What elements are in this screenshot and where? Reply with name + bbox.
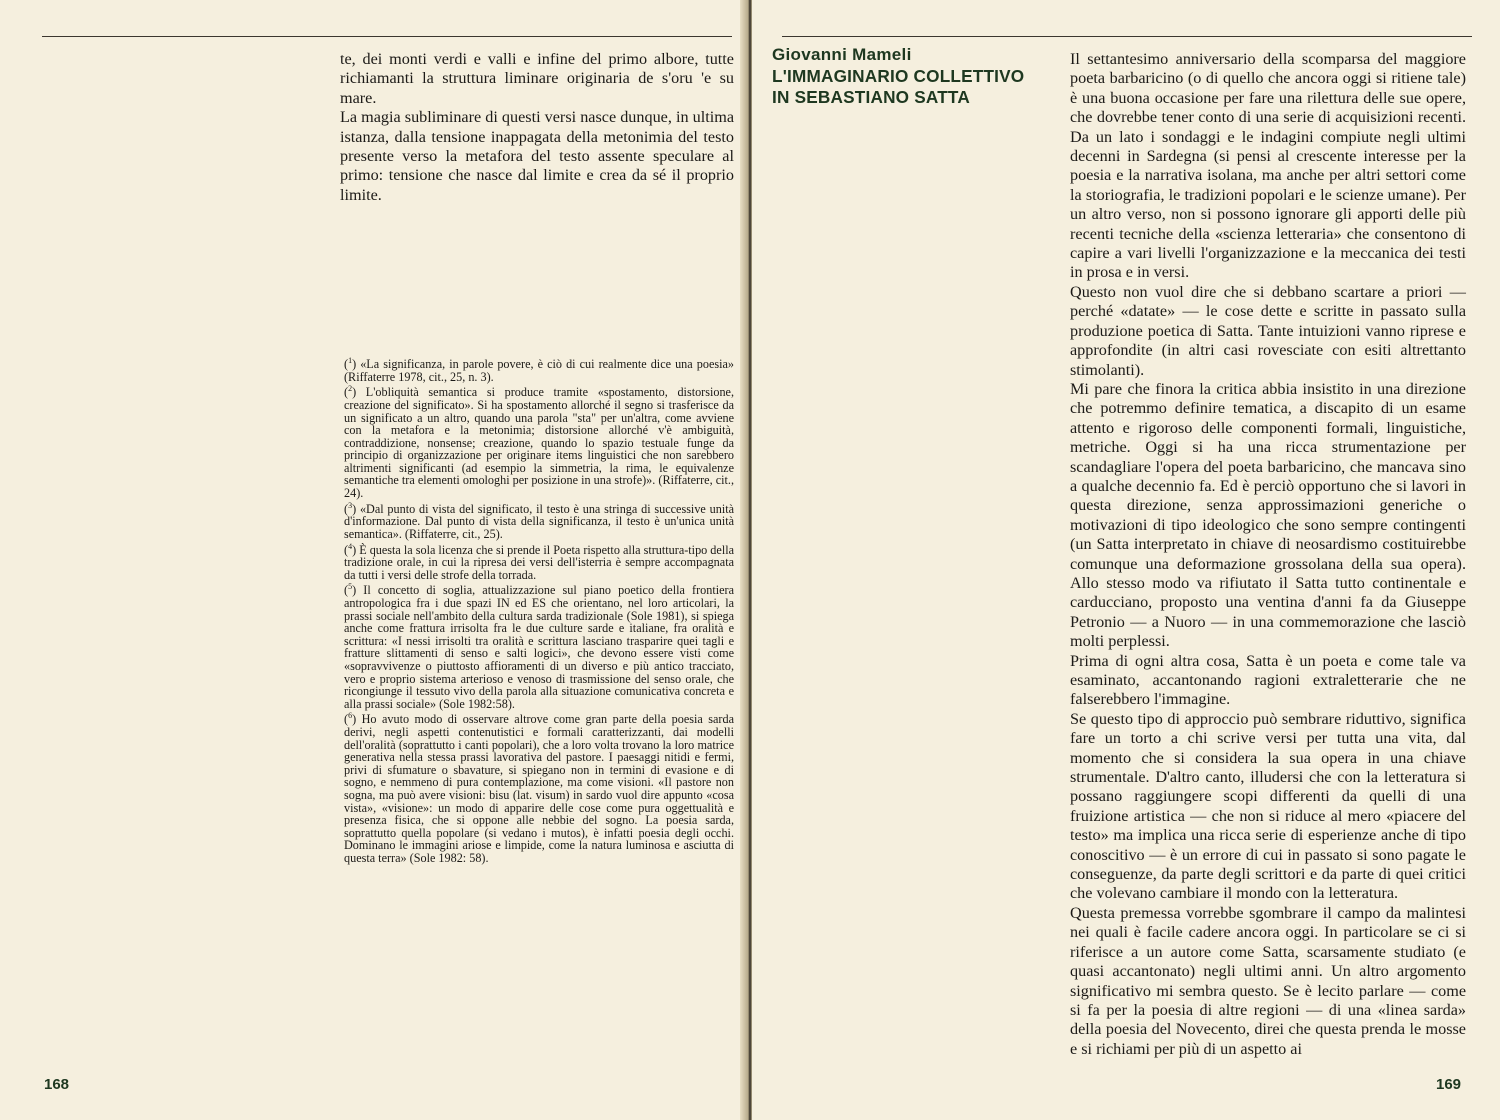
paragraph: Se questo tipo di approccio può sembrare riduttivo, significa fare un torto a chi scrive versi per tutta una vita, dal momento che si considera la sua opera in una chiave strumentale. D'altro canto, illudersi che con la letteratura si possano raggiungere scopi differenti da quelli di una fruizione artistica — che non si riduce al mero «piacere del testo» ma implica una ricca serie di esperienze anche di tipo conoscitivo — è un errore di cui in passato si sono pagate le conseguenze, da parte degli scrittori e da parte di quei critici che volevano cambiare il mondo con la letteratura.: [1070, 709, 1466, 903]
footnote: ($^1$) «La significanza, in parole povere, è ciò di cui realmente dice una poesia» (Riffaterre 1978, cit., 25, n. 3).: [344, 356, 734, 384]
paragraph: La magia subliminare di questi versi nasce dunque, in ultima istanza, dalla tensione inappagata della metonimia del testo presente verso la metafora del testo assente speculare al primo: tensione che nasce dal limite e crea da sé il proprio limite.: [340, 108, 734, 204]
left-body-text: [340, 50, 734, 205]
paragraph: Mi pare che finora la critica abbia insistito in una direzione che potremmo definire tematica, a discapito di un esame attento e rigoroso delle componenti formali, linguistiche, metriche. Oggi si ha una ricca strumentazione per scandagliare l'opera del poeta barbaricino, che mancava sino a qualche decennio fa. Ed è perciò opportuno che si lavori in questa direzione, senza approssimazioni generiche o motivazioni di tipo ideologico che sono sempre contingenti (un Satta interpretato in chiave di neosardismo costituirebbe comunque una deformazione grossolana della sua opera). Allo stesso modo va rifiutato il Satta tutto continentale e carducciano, proposto una ventina d'anni fa da Giuseppe Petronio — a Nuoro — in una commemorazione che lasciò molti perplessi.: [1070, 379, 1466, 651]
author-name: Giovanni Mameli: [772, 45, 912, 64]
right-page: [752, 0, 1500, 1120]
footnote: ($^3$) «Dal punto di vista del significato, il testo è una stringa di successive unità d'informazione. Dal punto di vista della significanza, il testo è un'unica unità semantica». (Riffaterre, cit., 25).: [344, 500, 735, 541]
footnote: ($^6$) Ho avuto modo di osservare altrove come gran parte della poesia sarda derivi, negli aspetti contenutistici e formali caratterizzanti, dai modelli dell'oralità (soprattutto i canti popolari), che a loro volta trovano la loro matrice generativa nella stessa prassi lavorativa del pastore. I paesaggi nitidi e fermi, privi di sfumature o sbavature, si spiegano non in termini di evasione e di sogno, e nemmeno di pura contemplazione, ma come visioni. «Il pastore non sogna, ma può avere visioni: bisu (lat. visum) in sardo vuol dire appunto «cosa vista», «visione»: un modo di apparire delle cose come pura oggettualità e presenza fisica, che si oppone alle nebbie del sogno. La poesia sarda, soprattutto quella popolare (si vedano i mutos), è infatti poesia degli occhi. Dominano le immagini ariose e limpide, come la natura luminosa e asciutta di questa terra» (Sole 1982: 58).: [344, 711, 734, 865]
right-body-text: [1070, 50, 1466, 1059]
article-title-line: L'IMMAGINARIO COLLETTIVO: [772, 66, 1025, 86]
header-rule: [42, 36, 732, 37]
page-number: 169: [1436, 1076, 1462, 1093]
footnote: ($^5$) Il concetto di soglia, attualizzazione sul piano poetico della frontiera antropologica fra i due spazi IN ed ES che orientano, nel loro articolari, la prassi sociale nell'ambito della cultura sarda tradizionale (Sole 1981), si spiega anche come frattura irrisolta fra le due culture sarde e italiane, fra oralità e scrittura: «I nessi irrisolti tra oralità e scrittura lasciano trasparire quei tagli e fratture slittamenti di senso e salti logici», che devono essere visti come «sopravvivenze o piuttosto affioramenti di un diverso e più antico tracciato, vero e proprio sistema arterioso e venoso di trasmissione del senso orale, che ricongiunge il tessuto vivo della parola alla situazione comunicativa concreta e alla prassi sociale» (Sole 1982:58).: [344, 582, 734, 711]
paragraph: Prima di ogni altra cosa, Satta è un poeta e come tale va esaminato, accantonando ragioni extraletterarie che ne falserebbero l'immagine.: [1070, 651, 1466, 709]
page-number: 168: [44, 1076, 70, 1093]
footnote: ($^4$) È questa la sola licenza che si prende il Poeta rispetto alla struttura-tipo della tradizione orale, in cui la ripresa dei versi dell'isterria è sempre accompagnata da tutti i versi delle strofe della torrada.: [344, 541, 734, 582]
left-page: [0, 0, 748, 1120]
article-title-line: IN SEBASTIANO SATTA: [772, 87, 970, 107]
paragraph: Questa premessa vorrebbe sgombrare il campo da malintesi nei quali è facile cadere ancora oggi. In particolare se ci si riferisce a un autore come Satta, scarsamente studiato (e quasi accantonato) negli ultimi anni. Un altro argomento significativo mi sembra questo. Se è lecito parlare — come si fa per la poesia di altre regioni — di una «linea sarda» della poesia del Novecento, direi che questa prenda le mosse e si richiami per più di un aspetto ai: [1070, 903, 1466, 1058]
paragraph: Questo non vuol dire che si debbano scartare a priori — perché «datate» — le cose dette e scritte in passato sulla produzione poetica di Satta. Tante intuizioni vanno riprese e approfondite (in altri casi rovesciate con esiti altrettanto stimolanti).: [1070, 282, 1466, 379]
article-heading: [772, 44, 1062, 108]
paragraph: te, dei monti verdi e valli e infine del primo albore, tutte richiamanti la struttura liminare originaria de s'oru 'e su mare.: [340, 50, 734, 107]
paragraph: Il settantesimo anniversario della scomparsa del maggiore poeta barbaricino (o di quello che ancora oggi si ritiene tale) è una buona occasione per fare una rilettura delle sue opere, che dovrebbe tener conto di una serie di acquisizioni recenti. Da un lato i sondaggi e le indagini compiute negli ultimi decenni in Sardegna (si pensi al crescente interesse per la poesia e la narrativa isolana, ma anche per altri settori come la storiografia, le tradizioni popolari e le scienze umane). Per un altro verso, non si possono ignorare gli apporti delle più recenti tecniche della «scienza letteraria» che consentono di capire a vari livelli l'organizzazione e la meccanica dei testi in prosa e in versi.: [1070, 50, 1466, 282]
header-rule: [782, 36, 1472, 37]
footnote: ($^2$) L'obliquità semantica si produce tramite «spostamento, distorsione, creazione del significato». Si ha spostamento allorché il segno si trasferisce da un significato a un altro, quando una parola "sta" per un'altra, come avviene con la metafora e la metonimia; distorsione allorché v'è ambiguità, contraddizione, nonsense; creazione, quando lo spazio testuale funge da principio di organizzazione per originare items linguistici che non sarebbero altrimenti significanti (ad esempio la simmetria, la rima, le equivalenze semantiche tra elementi omologhi per posizione in una strofe)». (Riffaterre, cit., 24).: [344, 384, 734, 501]
footnotes: [344, 355, 734, 865]
